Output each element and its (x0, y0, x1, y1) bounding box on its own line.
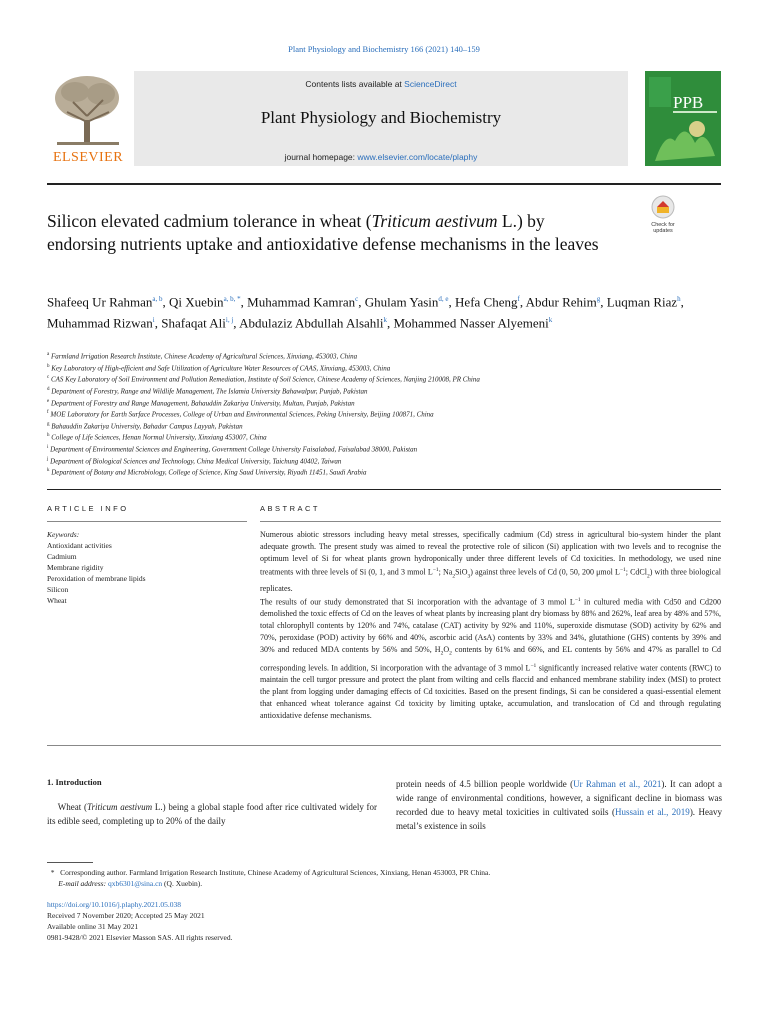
abstract-text-run: ; Na (438, 567, 453, 577)
abstract-sup: −1 (619, 566, 626, 573)
intro-text-run: Wheat ( (57, 802, 87, 812)
affiliation-text: Bahauddin Zakariya University, Bahadur Campus Layyah, Pakistan (51, 422, 243, 431)
affiliation-text: Department of Forestry, Range and Wildlife Management, The Islamia University Bahawalpur, Punjab, Pakistan (51, 387, 368, 396)
corresponding-text: Corresponding author. Farmland Irrigation Research Institute, Chinese Academy of Agricultural Sciences, Xinxiang, Henan 453003, PR China. (60, 868, 491, 877)
keywords-block (47, 529, 247, 606)
affiliation-item (47, 350, 727, 362)
affiliation-item (47, 362, 727, 374)
author-affiliation-marker[interactable]: f (517, 295, 520, 303)
abstract-text (260, 529, 721, 722)
author-separator: , (358, 294, 365, 310)
affiliation-text: Key Laboratory of High-efficient and Safe Utilization of Agriculture Water Resources of CAAS, Xinxiang, 453003, China (51, 363, 391, 372)
abstract-text-run: ) with three biological replicates. (260, 567, 721, 593)
author-name[interactable]: Qi Xuebin (169, 294, 224, 310)
received-dates: Received 7 November 2020; Accepted 25 May 2021 (47, 911, 205, 920)
keyword-item: Cadmium (47, 552, 77, 561)
intro-text-run: ). It can adopt a wide range of environmental conditions, however, a significant decline in biomass was recorded due to heavy metal toxicities in cultivated soils ( (396, 779, 722, 817)
abstract-p2: The results of our study demonstrated that Si incorporation with the advantage of 3 mmol L (260, 597, 575, 607)
affiliation-item (47, 431, 727, 443)
article-meta (47, 899, 547, 943)
keyword-item: Membrane rigidity (47, 563, 104, 572)
abstract-text-run: in cultured media with Cd50 and Cd200 demolished the toxic effects of Cd on the leaves of wheat plants by increasing plant dry biomass by 88% and 262%, leaf area by 48% and 57%, total chlorophyll contents by 120% and 74%, catalase (CAT) activity by 92% and 110%, superoxide dismutase (SOD) activity by 62% and 70%, peroxidase (POD) activity by 66% and 40%, ascorbic acid (AsA) contents by 33% and 34%, glutathione (GHS) contents by 39% and 30% and reduced MDA contents by 56% and 50%, H (260, 597, 721, 655)
affiliation-text: Department of Botany and Microbiology, College of Science, King Saud University, Riyadh 11451, Saudi Arabia (51, 468, 367, 477)
author-affiliation-marker[interactable]: g (596, 295, 601, 303)
abstract-bottom-rule (47, 745, 721, 746)
corresponding-author-footnote (47, 867, 727, 889)
author-affiliation-marker[interactable]: k (383, 316, 387, 325)
author-list (47, 290, 697, 333)
author-affiliation-marker[interactable]: i, j (225, 316, 234, 325)
author-name[interactable]: Shafaqat Ali (161, 315, 226, 331)
author-separator: , (600, 294, 607, 310)
author-name[interactable]: Abdur Rehim (525, 294, 597, 310)
author-separator: , (233, 315, 240, 331)
abstract-underline (260, 521, 721, 522)
affiliation-text: Department of Biological Sciences and Technology, China Medical University, Taichung 40402, Taiwan (50, 456, 342, 465)
doi-link[interactable]: https://doi.org/10.1016/j.plaphy.2021.05.038 (47, 900, 181, 909)
abstract-sup: −1 (530, 662, 537, 669)
abstract-sub: 3 (467, 572, 471, 579)
check-for-updates-label: Check for updates (651, 222, 675, 234)
affiliation-item (47, 408, 727, 420)
author-affiliation-marker[interactable]: h (677, 295, 681, 303)
intro-column-2 (396, 777, 722, 833)
homepage-prefix: journal homepage: (284, 152, 358, 162)
author-affiliation-marker[interactable]: a, b, * (223, 295, 241, 303)
keyword-item: Antioxidant activities (47, 541, 112, 550)
title-part1: Silicon elevated cadmium tolerance in wheat ( (47, 211, 372, 231)
affiliation-key: i (47, 445, 49, 450)
email-line (47, 878, 727, 889)
cover-ppb-label: PPB (673, 93, 704, 112)
affiliation-item (47, 385, 727, 397)
elsevier-wordmark: ELSEVIER (52, 150, 124, 165)
author-name[interactable]: Muhammad Rizwan (47, 315, 153, 331)
email-owner: (Q. Xuebin). (164, 879, 203, 888)
abstract-sub: 2 (452, 572, 456, 579)
author-separator: , (680, 294, 684, 310)
affiliation-text: Department of Environmental Sciences and Engineering, Government College University Faisalabad, Faisalabad 38000, Pakistan (50, 445, 418, 454)
affiliation-text: CAS Key Laboratory of Soil Environment and Pollution Remediation, Institute of Soil Science, Chinese Academy of Sciences, Nanjing 210008, PR China (50, 375, 480, 384)
keywords-label: Keywords: (47, 530, 80, 539)
copyright-line: 0981-9428/© 2021 Elsevier Masson SAS. All rights reserved. (47, 933, 233, 942)
citation-link-ur-rahman[interactable]: Ur Rahman et al., 2021 (573, 779, 662, 789)
intro-column-1 (47, 800, 377, 828)
abstract-sub: 2 (449, 650, 452, 657)
affiliation-item (47, 455, 727, 467)
journal-homepage-link[interactable]: www.elsevier.com/locate/plaphy (357, 152, 478, 162)
abstract-heading: ABSTRACT (260, 504, 321, 513)
footnote-rule (47, 862, 93, 863)
author-name[interactable]: Luqman Riaz (606, 294, 678, 310)
author-separator: , (387, 315, 394, 331)
introduction-heading: 1. Introduction (47, 777, 102, 787)
article-info-underline (47, 521, 247, 522)
intro-text-run: L.) being a global staple food after rice cultivated widely for its edible seed, completing up to 20% of the daily (47, 802, 378, 826)
header-rule (47, 183, 721, 185)
abstract-sub: 2 (646, 572, 650, 579)
email-label: E-mail address: (58, 879, 107, 888)
abstract-text-run: contents by 61% and 66%, and EL contents by 56% and 47% as parallel to Cd corresponding levels. In addition, Si incorporation with the advantage of 3 mmol L (260, 645, 722, 673)
abstract-text-run: significantly increased relative water contents (RWC) to maintain the cell turgor pressure and protect the plant from wilting and cells flaccid and enhanced membrane stability index (MSI) to protect the plant from logging under damaging effects of Cd toxicities. Based on the present findings, Si can be considered a quasi-essential element that enhanced wheat tolerance against Cd toxicity by limiting uptake, accumulation, and translocation of Cd and through regulating antioxidative defense mechanisms. (260, 663, 722, 720)
affiliation-key: b (47, 363, 50, 369)
intro-text-run: protein needs of 4.5 billion people worldwide ( (396, 779, 574, 789)
author-name[interactable]: Hefa Cheng (455, 294, 518, 310)
author-separator: , (154, 315, 162, 331)
keyword-item: Silicon (47, 585, 69, 594)
keyword-item: Wheat (47, 596, 67, 605)
affiliation-item (47, 443, 727, 455)
corresponding-line (47, 867, 727, 878)
affiliation-key: h (47, 433, 50, 439)
contents-line (134, 79, 628, 89)
affiliation-item (47, 397, 727, 409)
journal-homepage-line (134, 152, 628, 162)
affiliation-text: MOE Laboratory for Earth Surface Processes, College of Urban and Environmental Sciences, Peking University, Beijing 100871, China (50, 410, 434, 419)
abstract-p1: Numerous abiotic stressors including heavy metal stresses, specifically cadmium (Cd) stress in agricultural bio-system hinder the plant adequate growth. The present study was aimed to reveal the protective role of silicon (Si) application with two levels and to recognise the optimum level of Si for wheat plants grown hydroponically under three different levels of Cd toxicities. In methodology, we used nine treatments with three levels of Si (0, 1, and 3 mmol L (260, 530, 721, 577)
abstract-text-run: O (443, 645, 450, 655)
abstract-text-run: ; CdCl (625, 567, 647, 577)
abstract-text-run: ) against three levels of Cd (0, 50, 200 μmol L (470, 567, 620, 577)
author-name[interactable]: Mohammed Nasser Alyemeni (393, 315, 549, 331)
author-affiliation-marker[interactable]: k (548, 316, 553, 325)
affiliation-key: e (47, 398, 50, 404)
abstract-sub: 2 (440, 650, 444, 657)
title-species: Triticum aestivum (371, 211, 498, 231)
affiliation-key: a (47, 352, 50, 357)
author-affiliation-marker[interactable]: a, b (152, 295, 163, 303)
author-name[interactable]: Shafeeq Ur Rahman (47, 294, 153, 310)
author-affiliation-marker[interactable]: d, e (438, 295, 449, 303)
affiliation-key: d (47, 386, 50, 392)
journal-citation-link[interactable]: Plant Physiology and Biochemistry 166 (2021) 140–159 (288, 44, 480, 54)
author-separator: , (240, 294, 248, 310)
affiliation-text: College of Life Sciences, Henan Normal University, Xinxiang 453007, China (51, 433, 267, 442)
abstract-text-run: SiO (455, 567, 468, 577)
article-info-rule (47, 489, 721, 490)
affiliation-key: k (47, 468, 50, 474)
citation-link-hussain[interactable]: Hussain et al., 2019 (614, 807, 690, 817)
author-separator: , (162, 294, 170, 310)
intro-species: Triticum aestivum (86, 802, 153, 812)
footnote-star: * (50, 868, 55, 877)
affiliation-item (47, 373, 727, 385)
email-link[interactable]: qxb6301@sina.cn (107, 879, 163, 888)
contents-prefix: Contents lists available at (305, 79, 405, 89)
keyword-item: Peroxidation of membrane lipids (47, 574, 146, 583)
affiliation-list (47, 350, 727, 478)
author-name[interactable]: Ghulam Yasin (364, 294, 439, 310)
affiliation-item (47, 420, 727, 432)
affiliation-key: c (47, 375, 50, 381)
online-date: Available online 31 May 2021 (47, 922, 139, 931)
affiliation-key: g (47, 421, 50, 427)
author-affiliation-marker[interactable]: c (355, 295, 359, 303)
author-affiliation-marker[interactable]: i (152, 316, 155, 325)
sciencedirect-link[interactable]: ScienceDirect (404, 79, 457, 89)
author-separator: , (519, 294, 526, 310)
journal-cover-image[interactable] (645, 71, 721, 166)
abstract-sup: −1 (574, 596, 581, 603)
affiliation-text: Farmland Irrigation Research Institute, Chinese Academy of Agricultural Sciences, Xinxiang, 453003, China (50, 352, 358, 361)
affiliation-key: j (47, 456, 49, 462)
affiliation-item (47, 466, 727, 478)
author-name[interactable]: Muhammad Kamran (247, 294, 356, 310)
abstract-sup: −1 (432, 566, 439, 573)
author-name[interactable]: Abdulaziz Abdullah Alsahli (239, 315, 384, 331)
title-part2: L.) by endorsing nutrients uptake and antioxidative defense mechanisms in the leaves (47, 211, 599, 254)
journal-title: Plant Physiology and Biochemistry (260, 108, 502, 127)
intro-text-run: ). Heavy metal’s existence in soils (396, 807, 722, 831)
paper-title (47, 210, 607, 256)
affiliation-text: Department of Forestry and Range Management, Bahauddin Zakariya University, Multan, Punjab, Pakistan (50, 398, 355, 407)
author-separator: , (448, 294, 456, 310)
affiliation-key: f (47, 410, 49, 416)
article-info-heading: ARTICLE INFO (47, 504, 129, 513)
